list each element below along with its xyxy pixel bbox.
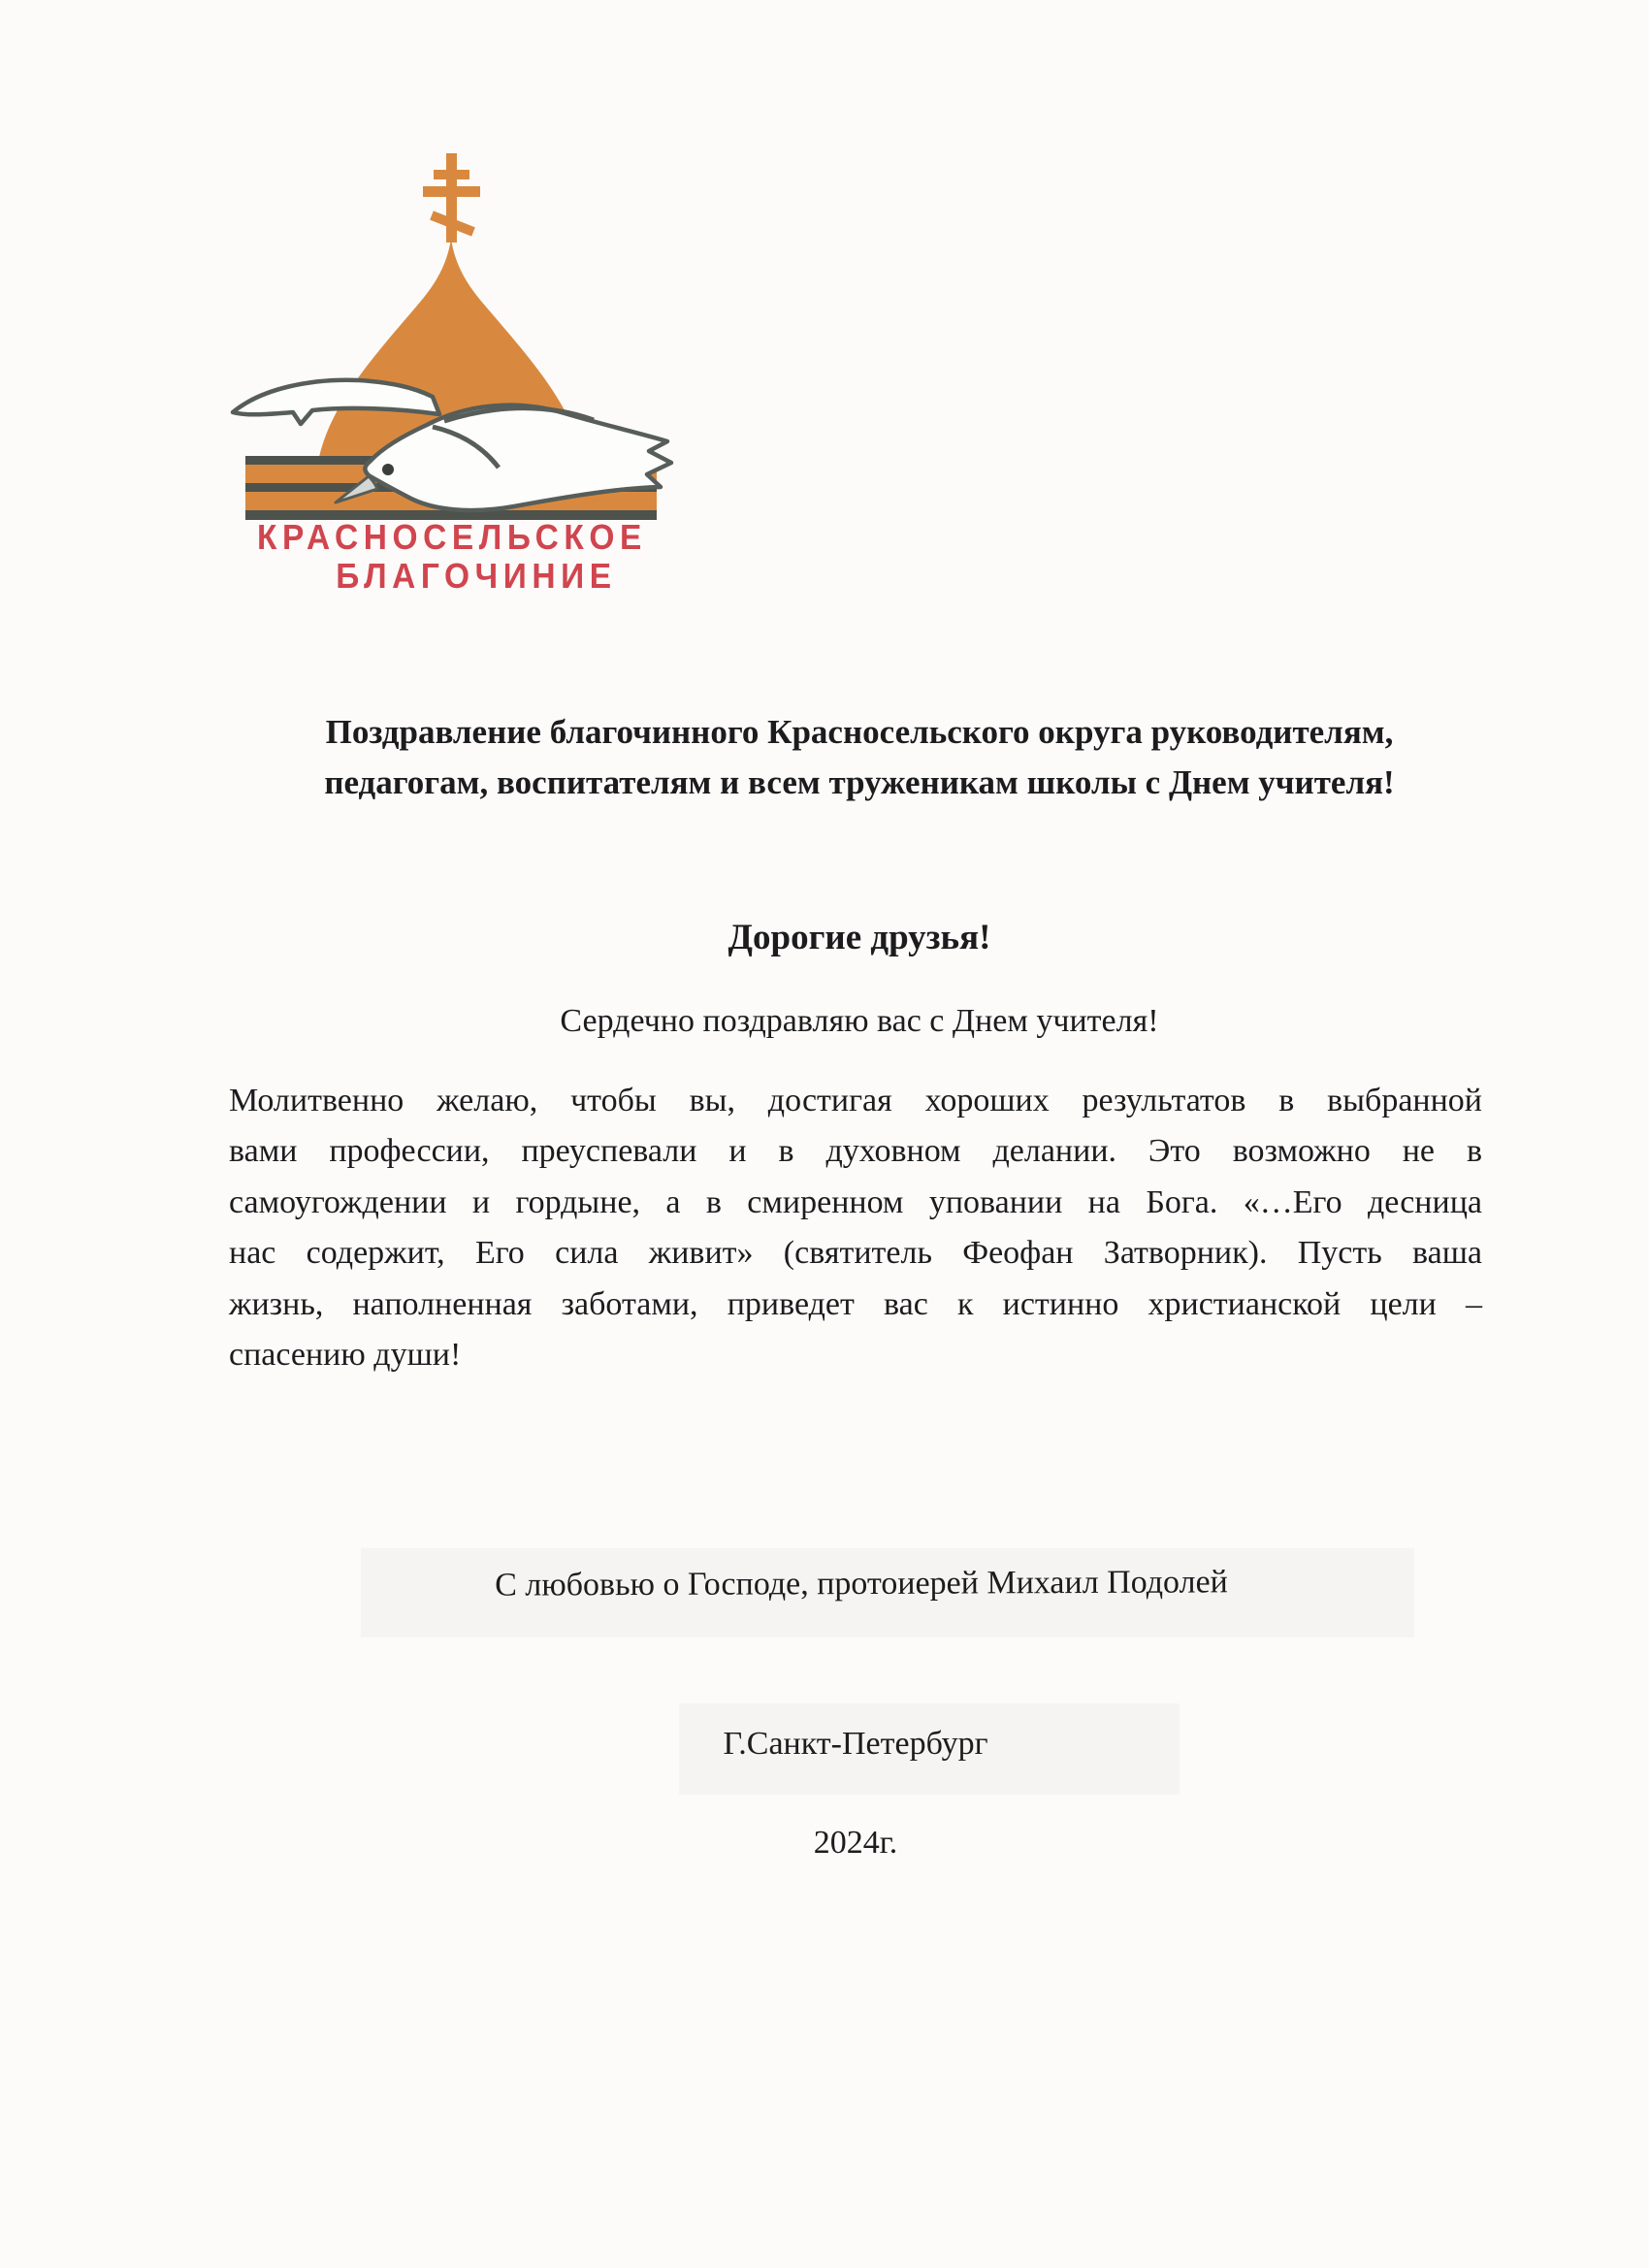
body-line: Молитвенно желаю, чтобы вы, достигая хороших результатов в выбранной [229, 1083, 1482, 1118]
logo-wordmark-line1: КРАСНОСЕЛЬСКОЕ [257, 517, 647, 557]
signature-line: С любовью о Господе, протоиерей Михаил Подолей [495, 1564, 1228, 1604]
letter-title-line2: педагогам, воспитателям и всем труженикам школы с Днем учителя! [324, 763, 1395, 801]
logo-wordmark-line2: БЛАГОЧИНИЕ [336, 556, 617, 596]
letter-body [229, 1076, 1482, 1380]
letter-title-line1: Поздравление благочинного Красносельского округа руководителям, [325, 713, 1394, 751]
city-line: Г.Санкт-Петербург [723, 1726, 988, 1762]
year-line: 2024г. [813, 1825, 898, 1861]
body-line: жизнь, наполненная заботами, приведет вас к истинно христианской цели – [229, 1285, 1482, 1322]
body-line: нас содержит, Его сила живит» (святитель Феофан Затворник). Пусть ваша [229, 1235, 1482, 1272]
body-line: спасению души! [229, 1337, 462, 1374]
body-line: вами профессии, преуспевали и в духовном делании. Это возможно не в [229, 1133, 1482, 1170]
logo-wordmark [229, 518, 675, 596]
greeting-heading: Дорогие друзья! [728, 918, 991, 957]
letter-title [161, 707, 1558, 808]
greeting-subheading: Сердечно поздравляю вас с Днем учителя! [560, 1003, 1159, 1039]
body-line: самоугождении и гордыне, а в смиренном уповании на Бога. «…Его десница [229, 1183, 1482, 1220]
orthodox-cross-icon [423, 153, 480, 243]
